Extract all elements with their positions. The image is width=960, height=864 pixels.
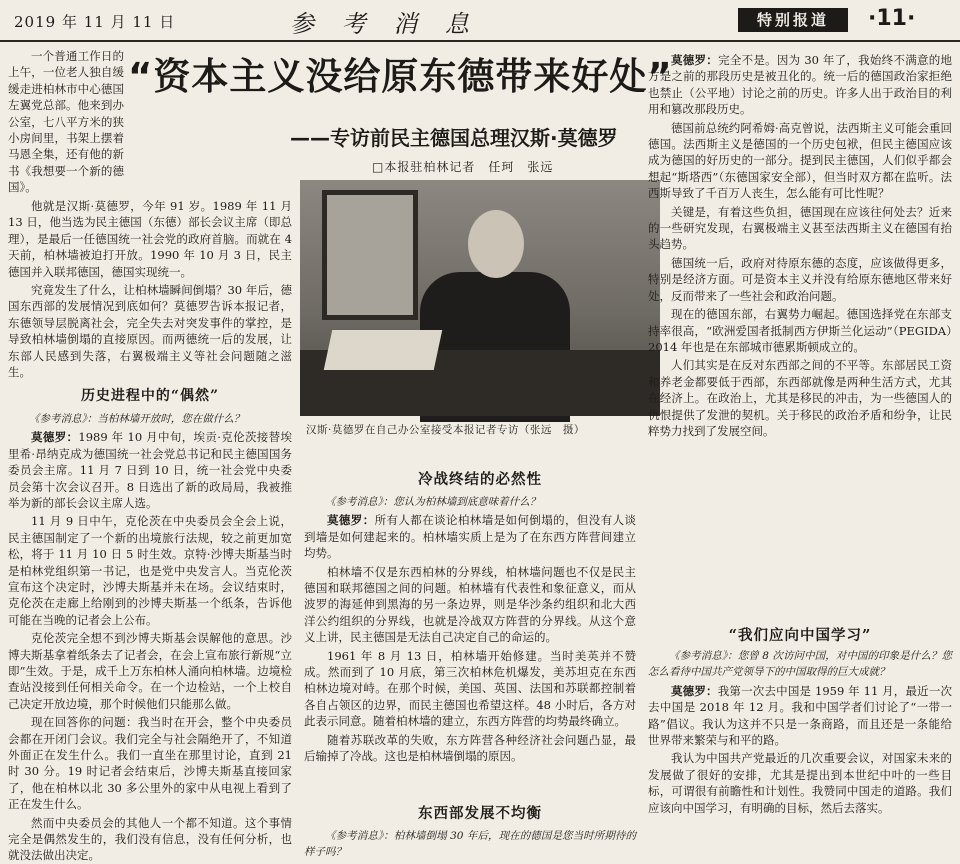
masthead (0, 0, 960, 42)
answer-paragraph: 德国前总统约阿希姆·高克曾说，法西斯主义可能会重回德国。法西斯主义是德国的一个历史包袱，但民主德国应该成为德国的好历史的一部分。提到民主德国，人们似乎都会想起“斯塔西”（东德国家安全部），但当时双方都在监听。法西斯导致了千百万人丧生，怎么能有可比性呢？ (648, 120, 952, 201)
answer-paragraph: 然而中央委员会的其他人一个都不知道。这个事情完全是偶然发生的，我们没有信息，没有任何分析，也就没法做出决定。 (8, 815, 292, 863)
person-head (468, 210, 524, 278)
newspaper-name: 参 考 消 息 (290, 10, 479, 38)
article-byline: □本报驻柏林记者 任珂 张远 (372, 160, 554, 174)
right-column-china (648, 648, 952, 848)
answer-paragraph: 莫德罗：我第一次去中国是 1959 年 11 月，最近一次去中国是 2018 年 12 月。我和中国学者们讨论了“一带一路”倡议。我认为这并不只是一条商路，而且还是一条能给世界带来繁荣与和平的路。 (648, 683, 953, 748)
middle-column (304, 494, 636, 794)
answer-paragraph: 现在回答你的问题：我当时在开会，整个中央委员会都在开闭门会议。我们完全与社会隔绝开了，不知道外面正在发生什么。我们一直坐在那里讨论，直到 21 时 30 分。19 时记者会结束后，沙博夫斯基直接回家了，他在柏林以北 30 多公里外的家中从电视上看到了正在发生什么。 (8, 715, 292, 812)
answer-paragraph: 1961 年 8 月 13 日，柏林墙开始修建。当时美英并不赞成。然而到了 10 月底，第三次柏林危机爆发，美苏坦克在东西柏林边境对峙。在那个时候，美国、英国、法国和苏联都控制着各自占领区的边界，而民主德国也希望这样。48 小时后，各方对此表示同意。随着柏林墙的建立，东西方阵营的均势最终确立。 (304, 648, 636, 729)
answer-paragraph: 德国统一后，政府对待原东德的态度，应该做得更多，特别是经济方面。可是资本主义并没有给原东德地区带来好处，反而带来了一些社会和政治问题。 (648, 255, 952, 303)
lead-paragraph: 他就是汉斯·莫德罗，今年 91 岁。1989 年 11 月 13 日，他当选为民主德国（东德）部长会议主席（即总理），是最后一任德国统一社会党的政府首脑。而就在 4 天前，柏林墙被迫打开放。1990 年 10 月 3 日，民主德国并入联邦德国，德国实现统一。 (8, 199, 292, 279)
section-heading: 冷战终结的必然性 (418, 471, 542, 488)
section-heading: 历史进程中的“偶然” (80, 388, 220, 405)
lead-paragraph: 究竟发生了什么，让柏林墙瞬间倒塌？30 年后，德国东西部的发展情况到底如何？莫德罗告诉本报记者，东德领导层脱离社会，完全失去对突发事件的掌控，是导致柏林墙倒塌的直接原因。而两德统一后的发展，让东部人民感到失落，右翼极端主义等社会问题随之滋生。 (8, 283, 292, 380)
answer-paragraph: 随着苏联改革的失败，东方阵营各种经济社会问题凸显，最后输掉了冷战。这也是柏林墙倒塌的原因。 (304, 732, 636, 764)
question: 《参考消息》：柏林墙倒塌 30 年后，现在的德国是您当时所期待的样子吗？ (304, 830, 636, 859)
answer-paragraph: 关键是，有着这些负担，德国现在应该往何处去？近来的一些研究发现，右翼极端主义甚至法西斯主义在德国有抬头趋势。 (648, 204, 952, 252)
article-headline: “资本主义没给原东德带来好处” (128, 55, 673, 98)
answer-paragraph: 现在的德国东部，右翼势力崛起。德国选择党在东部支持率很高，“欧洲爱国者抵制西方伊斯兰化运动”（PEGIDA）2014 年也是在东部城市德累斯顿成立的。 (648, 307, 952, 354)
interview-photo (300, 180, 660, 416)
speaker-label: 莫德罗： (671, 53, 719, 67)
section-heading: 东西部发展不均衡 (418, 805, 542, 822)
intro-paragraph: 一个普通工作日的上午，一位老人独自缓缓走进柏林市中心德国左翼党总部。他来到办公室，七八平方米的狭小房间里，书架上摆着马恩全集，还有他的新书《我想要一个新的德国》。 (8, 49, 124, 195)
middle-column-tail (304, 828, 636, 859)
answer-paragraph: 柏林墙不仅是东西柏林的分界线，柏林墙问题也不仅是民主德国和联邦德国之间的问题。柏林墙有代表性和象征意义，而从波罗的海延伸到黑海的另一条边界，则是华沙条约组织和北大西洋公约组织的分界线，也就是冷战双方阵营的分界线。从这个意义上讲，民主德国是无法自己决定自己的命运的。 (304, 564, 636, 645)
speaker-label: 莫德罗： (671, 683, 718, 698)
answer-paragraph: 莫德罗：完全不是。因为 30 年了，我始终不满意的地方是之前的那段历史是被丑化的。统一后的德国政治家拒绝也禁止（公平地）讨论之前的历史。许多人出于政治目的利用和篡改那段历史。 (648, 53, 952, 117)
answer-paragraph: 我认为中国共产党最近的几次重要会议，对国家未来的发展做了很好的安排，尤其是提出到本世纪中叶的一些目标，可谓很有前瞻性和计划性。我赞同中国走的道路。我们应该向中国学习，有明确的目标，然后去落实。 (648, 751, 952, 815)
section-badge: 特别报道 (738, 8, 848, 32)
desk-papers (324, 330, 443, 370)
section-heading: “我们应向中国学习” (728, 627, 872, 644)
article-subtitle: ——专访前民主德国总理汉斯·莫德罗 (290, 126, 618, 150)
intro-column (8, 48, 124, 196)
speaker-label: 莫德罗： (327, 513, 375, 528)
answer-paragraph: 人们其实是在反对东西部之间的不平等。东部居民工资和养老金都要低于西部，东西部就像是两种生活方式，尤其在经济上。在政治上，尤其是移民的冲击，为一些德国人的仇恨提供了发泄的契机。关于移民的政治矛盾和纷争，让民粹势力找到了发展空间。 (648, 358, 952, 438)
wall-picture-frame (322, 190, 418, 320)
right-column (648, 52, 952, 612)
issue-date: 2019 年 11 月 11 日 (14, 13, 176, 31)
speaker-label: 莫德罗： (31, 430, 79, 445)
question: 《参考消息》：您曾 8 次访问中国，对中国的印象是什么？您怎么看待中国共产党领导下的中国取得的巨大成就？ (648, 650, 952, 679)
answer-paragraph: 莫德罗：1989 年 10 月中旬，埃贡·克伦茨接替埃里希·昂纳克成为德国统一社会党总书记和民主德国国务委员会主席。11 月 7 日到 10 日，统一社会党中央委员会第十次会议召开。8 日选出了新的政局局，我被推举为新的部长会议主席人选。 (8, 430, 293, 510)
question: 《参考消息》：您认为柏林墙到底意味着什么？ (325, 496, 541, 508)
question: 《参考消息》：当柏林墙开放时，您在做什么？ (29, 412, 245, 425)
left-column (8, 198, 293, 863)
answer-paragraph: 11 月 9 日中午，克伦茨在中央委员会全会上说，民主德国制定了一个新的出境旅行法规，较之前更加宽松，将于 11 月 10 日 5 时生效。京特·沙博夫斯基当时是柏林党组织第一书记，也是党中央发言人。当克伦茨宣布这个决定时，沙博夫斯基并未在场。会议结束时，克伦茨在走廊上给刚到的沙博夫斯基一个纸条，告诉他可能在当晚的记者会上公布。 (8, 514, 292, 627)
answer-paragraph: 克伦茨完全想不到沙博夫斯基会误解他的意思。沙博夫斯基拿着纸条去了记者会，在会上宣布旅行新规“立即”生效。于是，成千上万东柏林人涌向柏林墙。边境检查站没接到任何相关命令。在一个边检站，一个上校自己决定开放边境，那个时候他们只能那么做。 (8, 631, 292, 711)
page-number: ·11· (868, 6, 916, 31)
answer-paragraph: 莫德罗：所有人都在谈论柏林墙是如何倒塌的，但没有人谈到墙是如何建起来的。柏林墙实质上是为了在东西方阵营间建立均势。 (304, 513, 637, 561)
photo-caption: 汉斯·莫德罗在自己办公室接受本报记者专访（张远 摄） (306, 424, 585, 436)
